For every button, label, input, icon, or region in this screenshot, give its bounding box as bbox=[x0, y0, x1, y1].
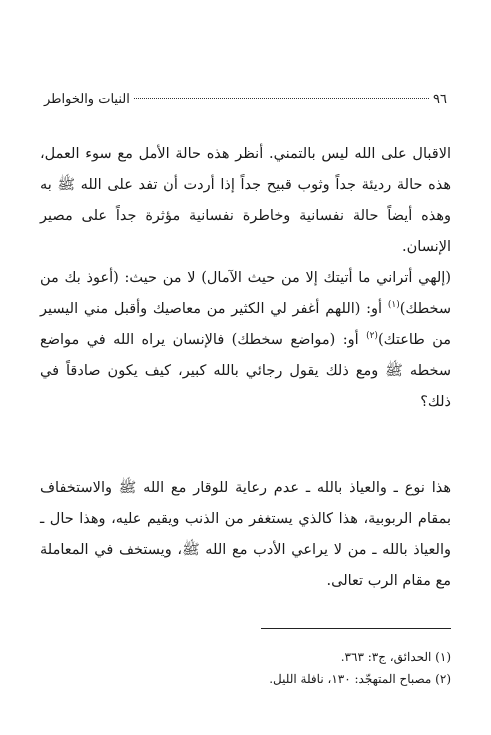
footnote-1: (١) الحدائق، ج٣: ٣٦٣. bbox=[340, 650, 451, 664]
paragraph-3: هذا نوع ـ والعياذ بالله ـ عدم رعاية للوقار مع الله ﷺ والاستخفاف بمقام الربوبية، هذا كالذي يستغفر من الذنب ويقيم عليه، وهذا حال ـ والعياذ بالله ـ من لا يراعي الأدب مع الله ﷺ، ويستخف في المعاملة مع مقام الرب تعالى. bbox=[40, 479, 451, 589]
footnote-ref-1: (١) bbox=[387, 299, 400, 310]
page-number: ٩٦ bbox=[433, 92, 447, 107]
footnote-ref-2: (٢) bbox=[366, 330, 378, 341]
paragraph-2-part-1: (إلهي أتراني ما أتيتك إلا من حيث الآمال) لا من حيث: (أعوذ بك من سخطك) bbox=[40, 269, 451, 317]
paragraph-2-part-3: أو: (مواضع سخطك) فالإنسان يراه الله في مواضع سخطه ﷺ ومع ذلك يقول رجائي بالله كبير، كيف يكون صادقاً في ذلك؟ bbox=[40, 331, 451, 410]
footnote-divider bbox=[261, 628, 451, 629]
paragraph-2-part-2: أو: (اللهم أغفر لي الكثير من معاصيك وأقبل مني اليسير من طاعتك) bbox=[40, 300, 452, 348]
running-header bbox=[40, 92, 451, 107]
paragraph-2 bbox=[40, 263, 451, 418]
footnote-2: (٢) مصباح المتهجّد: ١٣٠، نافلة الليل. bbox=[269, 672, 451, 686]
footnotes bbox=[40, 646, 451, 690]
running-title: النيات والخواطر bbox=[44, 92, 130, 107]
paragraph-1: الاقبال على الله ليس بالتمني. أنظر هذه حالة الأمل مع سوء العمل، هذه حالة رديئة جداً وثوب قبيح جداً إذا أردت أن تفد على الله ﷺ به وهذه أيضاً حالة نفسانية وخاطرة نفسانية مؤثرة جداً على مصير الإنسان. bbox=[40, 145, 451, 255]
header-dotted-leader bbox=[134, 98, 429, 99]
